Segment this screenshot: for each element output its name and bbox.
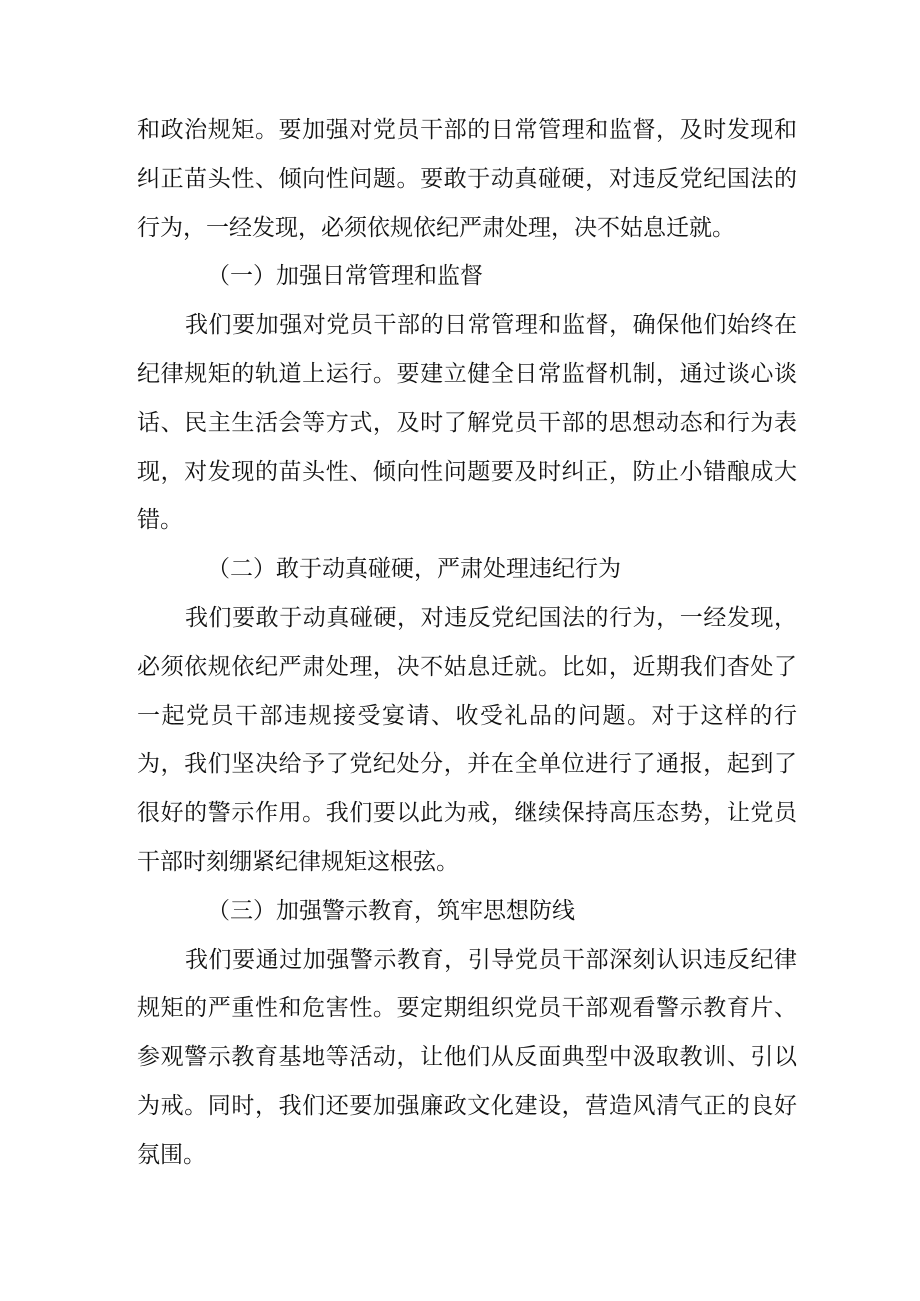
document-body xyxy=(137,106,797,1180)
section-body-3: 我们要通过加强警示教育，引导党员干部深刻认识违反纪律规矩的严重性和危害性。要定期组织党员干部观看警示教育片、参观警示教育基地等活动，让他们从反面典型中汲取教训、引以为戒。同时，我们还要加强廉政文化建设，营造风清气正的良好氛围。 xyxy=(137,946,797,1168)
intro-paragraph: 和政治规矩。要加强对党员干部的日常管理和监督，及时发现和纠正苗头性、倾向性问题。要敢于动真碰硬，对违反党纪国法的行为，一经发现，必须依规依纪严肃处理，决不姑息迁就。 xyxy=(137,117,797,241)
section-body-1: 我们要加强对党员干部的日常管理和监督，确保他们始终在纪律规矩的轨道上运行。要建立健全日常监督机制，通过谈心谈话、民主生活会等方式，及时了解党员干部的思想动态和行为表现，对发现的苗头性、倾向性问题要及时纠正，防止小错酿成大错。 xyxy=(137,312,797,534)
section-heading-1: （一）加强日常管理和监督 xyxy=(207,263,483,290)
section-body-2: 我们要敢于动真碰硬，对违反党纪国法的行为，一经发现，必须依规依纪严肃处理，决不姑息迁就。比如，近期我们杳处了一起党员干部违规接受宴请、收受礼品的问题。对于这样的行为，我们坚决给予了党纪处分，并在全单位进行了通报，起到了很好的警示作用。我们要以此为戒，继续保持高压态势，让党员干部时刻绷紧纪律规矩这根弦。 xyxy=(137,604,797,875)
section-heading-3: （三）加强警示教育，筑牢思想防线 xyxy=(207,897,575,924)
section-heading-2: （二）敢于动真碰硬，严肃处理违纪行为 xyxy=(207,556,621,583)
